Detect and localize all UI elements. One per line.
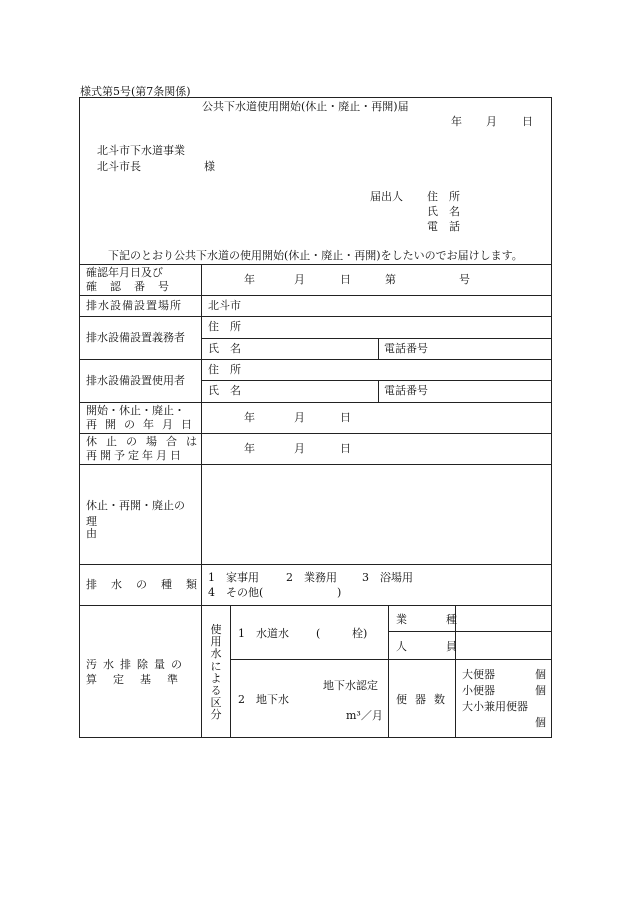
location-value: 北斗市 — [208, 299, 241, 312]
reason-label-2: 理由 — [86, 515, 183, 540]
grid-line — [79, 264, 552, 265]
grid-line — [79, 402, 552, 403]
location-label: 排水設備設置場所 — [86, 299, 182, 312]
grid-line — [388, 631, 552, 632]
grid-line — [388, 659, 552, 660]
grid-line — [378, 380, 379, 402]
grid-line — [201, 338, 552, 339]
grid-line — [79, 316, 552, 317]
confirm-label-1: 確認年月日及び — [86, 266, 163, 279]
industry-label: 業 種 — [396, 613, 471, 626]
grid-line — [230, 605, 231, 738]
obligor-label: 排水設備設置義務者 — [86, 331, 185, 344]
sewage-label-1: 汚水排除量の — [86, 658, 188, 671]
water-class-label: 使用水による区分 — [210, 623, 222, 722]
grid-line — [201, 380, 552, 381]
grid-line — [79, 433, 552, 434]
toilets-label: 便器数 — [396, 693, 453, 706]
grid-line — [79, 564, 552, 565]
resume-date-label-2: 再開予定年月日 — [86, 449, 184, 462]
drain-type-label: 排水の種類 — [86, 578, 211, 591]
resume-date-label-1: 休止の場合は — [86, 435, 206, 448]
start-date-label-2: 再開の年月日 — [86, 418, 200, 431]
user-label: 排水設備設置使用者 — [86, 374, 185, 387]
grid-line — [79, 605, 552, 606]
form-title: 公共下水道使用開始(休止・廃止・再開)届 — [202, 100, 409, 113]
obligor-address: 住 所 — [208, 320, 241, 333]
grid-line — [79, 464, 552, 465]
sewage-label-2: 算定基準 — [86, 673, 194, 686]
intro-text: 下記のとおり公共下水道の使用開始(休止・廃止・再開)をしたいのでお届けします。 — [108, 249, 523, 262]
grid-line — [230, 659, 388, 660]
obligor-name: 氏 名 — [208, 342, 241, 355]
user-name: 氏 名 — [208, 384, 241, 397]
form-number: 様式第5号(第7条関係) — [80, 85, 191, 98]
grid-line — [201, 264, 202, 738]
grid-line — [79, 295, 552, 296]
user-phone: 電話番号 — [384, 384, 428, 397]
confirm-label-2: 確認番号 — [86, 280, 182, 293]
grid-line — [79, 359, 552, 360]
grid-line — [378, 338, 379, 359]
user-address: 住 所 — [208, 363, 241, 376]
reason-label-1: 休止・再開・廃止の — [86, 499, 185, 512]
obligor-phone: 電話番号 — [384, 342, 428, 355]
grid-line — [388, 605, 389, 738]
start-date-label-1: 開始・休止・廃止・ — [86, 404, 185, 417]
persons-label: 人 員 — [396, 640, 471, 653]
